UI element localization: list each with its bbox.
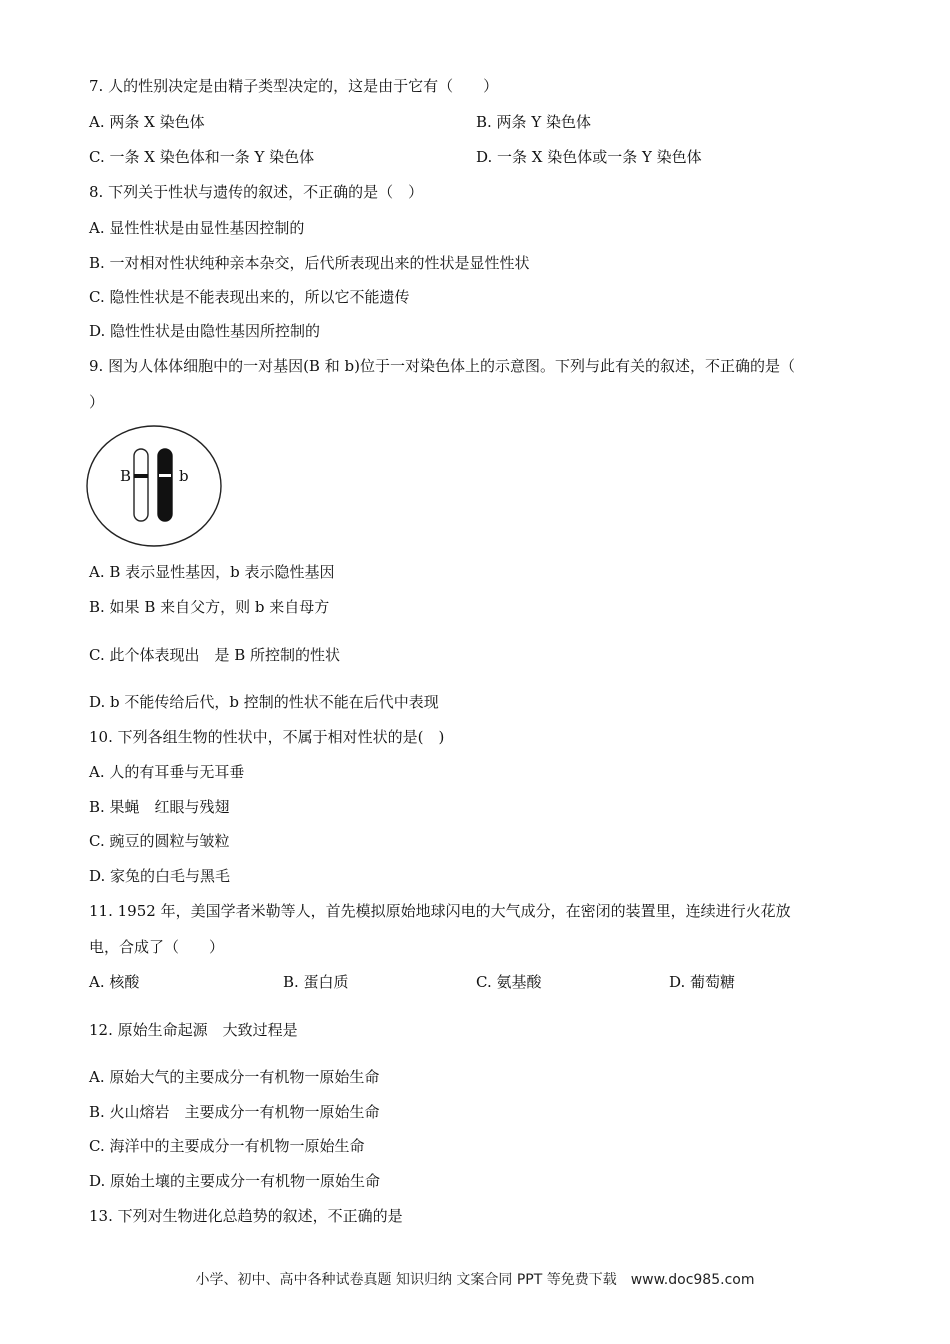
question-8-stem: 8. 下列关于性状与遗传的叙述，不正确的是（ ） — [89, 183, 424, 201]
question-9-stem-line1: 9. 图为人体体细胞中的一对基因(B 和 b)位于一对染色体上的示意图。下列与此有关的叙述，不正确的是（ — [89, 357, 795, 375]
question-11-option-c: C. 氨基酸 — [476, 973, 542, 991]
question-7-option-a: A. 两条 X 染色体 — [89, 113, 205, 131]
question-9-option-a: A. B 表示显性基因，b 表示隐性基因 — [89, 563, 335, 581]
question-10-option-c: C. 豌豆的圆粒与皱粒 — [89, 832, 230, 850]
chromosome-pair-figure — [85, 415, 225, 550]
question-11-option-b: B. 蛋白质 — [283, 973, 349, 991]
question-7-stem: 7. 人的性别决定是由精子类型决定的，这是由于它有（ ） — [89, 77, 499, 95]
question-7-option-b: B. 两条 Y 染色体 — [476, 113, 591, 131]
question-8-option-d: D. 隐性性状是由隐性基因所控制的 — [89, 322, 321, 340]
gene-band-B — [134, 474, 148, 478]
question-13-stem: 13. 下列对生物进化总趋势的叙述，不正确的是 — [89, 1207, 403, 1225]
chromosome-white — [134, 449, 148, 521]
question-10-option-d: D. 家兔的白毛与黑毛 — [89, 867, 231, 885]
question-7-option-d: D. 一条 X 染色体或一条 Y 染色体 — [476, 148, 702, 166]
question-12-option-b: B. 火山熔岩 主要成分一有机物一原始生命 — [89, 1103, 380, 1121]
question-9-option-b: B. 如果 B 来自父方，则 b 来自母方 — [89, 598, 330, 616]
question-11-option-a: A. 核酸 — [89, 973, 140, 991]
question-9-option-d: D. b 不能传给后代，b 控制的性状不能在后代中表现 — [89, 693, 439, 711]
question-8-option-b: B. 一对相对性状纯种亲本杂交，后代所表现出来的性状是显性性状 — [89, 254, 530, 272]
chromosome-black — [158, 449, 172, 521]
question-9-stem-line2: ） — [89, 393, 105, 411]
question-12-option-d: D. 原始土壤的主要成分一有机物一原始生命 — [89, 1172, 381, 1190]
question-7-option-c: C. 一条 X 染色体和一条 Y 染色体 — [89, 148, 315, 166]
question-10-option-a: A. 人的有耳垂与无耳垂 — [89, 763, 245, 781]
question-12-stem: 12. 原始生命起源 大致过程是 — [89, 1021, 298, 1039]
question-12-option-c: C. 海洋中的主要成分一有机物一原始生命 — [89, 1137, 365, 1155]
label-B: B — [120, 467, 132, 485]
question-9-option-c: C. 此个体表现出 是 B 所控制的性状 — [89, 646, 341, 664]
question-10-stem: 10. 下列各组生物的性状中，不属于相对性状的是( ) — [89, 728, 445, 746]
gene-band-b — [159, 474, 171, 477]
cell-outline — [87, 426, 221, 546]
question-12-option-a: A. 原始大气的主要成分一有机物一原始生命 — [89, 1068, 380, 1086]
question-8-option-a: A. 显性性状是由显性基因控制的 — [89, 219, 305, 237]
question-11-option-d: D. 葡萄糖 — [669, 973, 736, 991]
question-11-stem-line2: 电，合成了（ ） — [89, 938, 225, 956]
page-footer[interactable]: 小学、初中、高中各种试卷真题 知识归纳 文案合同 PPT 等免费下载 www.doc985.com — [195, 1272, 755, 1288]
question-11-stem-line1: 11. 1952 年，美国学者米勒等人，首先模拟原始地球闪电的大气成分，在密闭的装置里，连续进行火花放 — [89, 902, 791, 920]
question-8-option-c: C. 隐性性状是不能表现出来的，所以它不能遗传 — [89, 288, 410, 306]
label-b: b — [179, 467, 189, 485]
question-10-option-b: B. 果蝇 红眼与残翅 — [89, 798, 230, 816]
